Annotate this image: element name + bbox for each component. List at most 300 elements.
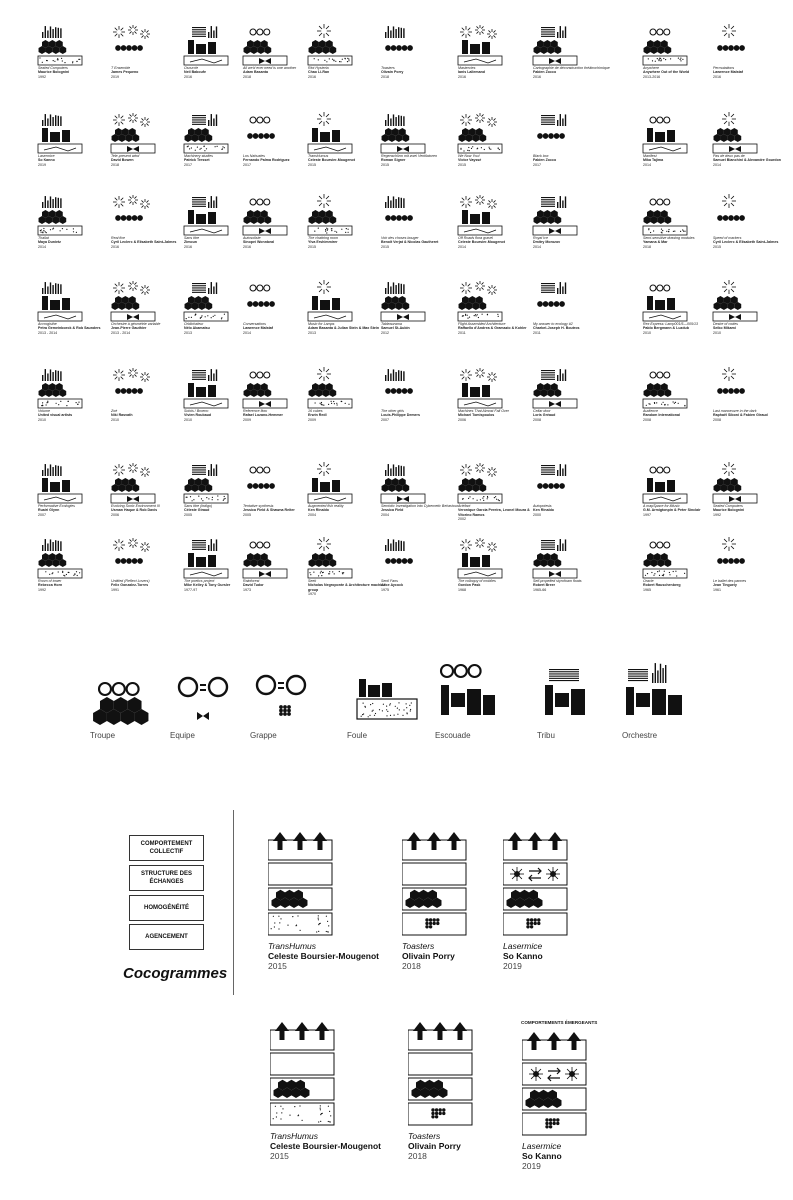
key-arrangement: AGENCEMENT: [129, 924, 204, 950]
cocogramme-year: 2018: [408, 1151, 427, 1161]
artwork-title: The poetics project: [184, 579, 215, 583]
artwork-card: [515, 365, 597, 445]
artwork-glyph: [93, 535, 173, 581]
artwork-year: 2007: [381, 417, 389, 422]
artwork-year: 2009: [243, 417, 251, 422]
artwork-title: Desire of codes: [713, 322, 738, 326]
artwork-title: Last manoeuvre in the dark: [713, 409, 757, 413]
artwork-glyph: [20, 110, 100, 156]
legend-item-escouade: [433, 655, 523, 745]
artwork-caption: [533, 154, 611, 167]
artwork-glyph: [695, 365, 775, 411]
artwork-glyph: [625, 278, 705, 324]
artwork-artist: Usman Haque & Rob Davis: [111, 508, 158, 513]
artwork-caption: [533, 236, 611, 249]
artwork-glyph: [93, 22, 173, 68]
legend-item-orchestre: [620, 655, 710, 745]
artwork-title: Lasermice: [38, 154, 55, 158]
cocogramme-title: Toasters: [408, 1131, 441, 1141]
artwork-card: [363, 365, 445, 445]
artwork-card: [515, 460, 597, 540]
artwork-year: 2015: [381, 244, 389, 249]
artwork-artist: Felix Gonzalez-Torres: [111, 583, 149, 588]
artwork-title: Riot Hysteria: [308, 66, 329, 70]
artwork-title: Rainforest: [243, 579, 260, 583]
artwork-title: Regenschlirm mit zwei Ventilatoren: [381, 154, 437, 158]
artwork-artist: Lawrence Malstaf: [713, 70, 743, 75]
artwork-glyph: [290, 278, 370, 324]
artwork-card: [363, 110, 445, 190]
artwork-year: 2017: [243, 162, 251, 167]
artwork-title: My answer to ecology #2: [533, 322, 573, 326]
artwork-artist: David Bowen: [111, 158, 134, 163]
artwork-glyph: [363, 192, 443, 238]
cocogramme-diagram: [270, 1018, 336, 1128]
cocogramme-diagram: [408, 1018, 474, 1128]
artwork-card: [20, 110, 102, 190]
artwork-glyph: [363, 278, 443, 324]
artwork-card: [695, 535, 777, 615]
artwork-year: 1992: [38, 587, 46, 592]
artwork-caption: [713, 154, 791, 167]
artwork-year: 2016: [533, 74, 541, 79]
foule-glyph: [345, 655, 435, 729]
artwork-glyph: [695, 278, 775, 324]
artwork-year: 2010: [111, 417, 119, 422]
artwork-glyph: [290, 110, 370, 156]
artwork-glyph: [363, 110, 443, 156]
artwork-title: Rex Express: Lamp001/5—005/13: [643, 322, 698, 326]
artwork-title: Tableaurama: [381, 322, 402, 326]
key-exchange-structure: STRUCTURE DES ÉCHANGES: [129, 865, 204, 891]
artwork-glyph: [20, 278, 100, 324]
artwork-card: [515, 22, 610, 102]
artwork-title: Seek: [308, 579, 317, 583]
artwork-glyph: [93, 278, 173, 324]
artwork-caption: [713, 322, 791, 335]
cocogramme-laser: [522, 1028, 602, 1171]
artwork-glyph: [440, 110, 520, 156]
cocogramme-title: TransHumus: [268, 941, 317, 951]
legend-label: Escouade: [435, 731, 471, 740]
artwork-artist: Jessica Field: [381, 508, 404, 513]
artwork-artist: Rafael Lozano-Hemmer: [243, 413, 283, 418]
cocogramme-title: Toasters: [402, 941, 435, 951]
artwork-title: Tele-present wind: [111, 154, 140, 158]
artwork-title: Manifest: [643, 154, 657, 158]
artwork-title: Permutations: [713, 66, 735, 70]
artwork-glyph: [695, 22, 775, 68]
artwork-card: [93, 278, 175, 358]
artwork-title: Evolving Sonic Environment III: [111, 504, 160, 508]
artwork-title: Voir des choses bouger: [381, 236, 419, 240]
artwork-artist: Ruairi Glynn: [38, 508, 60, 513]
cocogramme-diagram: [268, 828, 334, 938]
artwork-artist: Zimoun: [184, 240, 197, 245]
artwork-artist: Benoît Verjat & Nicolas Gautheret: [381, 240, 439, 245]
artwork-card: [695, 192, 777, 272]
artwork-card: [695, 22, 777, 102]
artwork-year: 2016: [713, 74, 721, 79]
artwork-card: [363, 22, 445, 102]
cocogramme-toast: [408, 1018, 488, 1161]
artwork-glyph: [20, 22, 100, 68]
artwork-artist: Cyril Leclerc & Elisabeth Saint-Jalmes: [111, 240, 177, 245]
artwork-glyph: [290, 365, 370, 411]
artwork-artist: Fernando Palma Rodriguez: [243, 158, 290, 163]
cocogramme-caption: [408, 1131, 488, 1161]
artwork-card: [440, 535, 522, 615]
artwork-caption: [713, 409, 791, 422]
key-collective-behaviour: COMPORTEMENT COLLECTIF: [129, 835, 204, 861]
artwork-artist: Fabien Zocco: [533, 158, 557, 163]
artwork-card: [515, 535, 597, 615]
artwork-artist: Charbel-Joseph H. Boutros: [533, 326, 580, 331]
cocogramme-artist: So Kanno: [503, 951, 543, 961]
artwork-artist: Rebecca Horn: [38, 583, 63, 588]
artwork-artist: Pablo Bergmann & Luzdub: [643, 326, 689, 331]
artwork-card: [695, 460, 777, 540]
artwork-year: 2019: [38, 162, 46, 167]
artwork-title: Volume: [38, 409, 51, 413]
artwork-year: 1997: [643, 512, 651, 517]
artwork-card: [20, 460, 102, 540]
cocogramme-trans: [268, 828, 379, 971]
artwork-artist: Céleste Giraud: [184, 508, 210, 513]
cocogramme-toast: [402, 828, 482, 971]
equipe-glyph: [168, 655, 258, 729]
artwork-card: [20, 22, 102, 102]
artwork-year: 2015: [458, 162, 466, 167]
cocogramme-artist: So Kanno: [522, 1151, 562, 1161]
artwork-year: 1991: [111, 587, 119, 592]
artwork-glyph: [440, 460, 520, 506]
artwork-artist: Seiko Mikami: [713, 326, 736, 331]
artwork-artist: Maurice Bolognini: [713, 508, 745, 513]
artwork-title: Oridichaleur: [184, 322, 204, 326]
artwork-artist: Alice Aycock: [381, 583, 404, 588]
artwork-glyph: [93, 365, 173, 411]
orchestre-glyph: [620, 655, 710, 729]
artwork-year: 2016: [184, 74, 192, 79]
artwork-artist: Yamana & Mar: [643, 240, 668, 245]
artwork-artist: Samuel St-Aubin: [381, 326, 410, 331]
artwork-card: [695, 278, 777, 358]
artwork-artist: Fabien Zocco: [533, 70, 557, 75]
artwork-artist: Adam Basanta & Julian Stein & Max Stein: [308, 326, 380, 331]
artwork-year: 2004: [308, 512, 316, 517]
legend-item-grappe: [248, 655, 338, 745]
artwork-glyph: [290, 460, 370, 506]
artwork-glyph: [290, 22, 370, 68]
escouade-glyph: [433, 655, 523, 729]
artwork-year: 2013: [184, 330, 192, 335]
artwork-artist: James Pequeno: [111, 70, 139, 75]
artwork-card: [440, 110, 522, 190]
artwork-year: 1965: [643, 587, 651, 592]
cocogramme-title: Lasermice: [522, 1141, 562, 1151]
cocogramme-caption: [503, 941, 583, 971]
artwork-card: [695, 110, 781, 190]
cocogramme-title: Lasermice: [503, 941, 543, 951]
artwork-card: [93, 365, 175, 445]
legend-label: Orchestre: [622, 731, 658, 740]
artwork-year: 2007: [38, 512, 46, 517]
artwork-year: 2016: [111, 244, 119, 249]
artwork-year: 2014: [243, 330, 251, 335]
artwork-artist: Robert Rauschenberg: [643, 583, 681, 588]
artwork-year: 2005: [184, 512, 192, 517]
artwork-year: 1970: [308, 591, 316, 596]
cocogramme-year: 2019: [503, 961, 522, 971]
artwork-year: 1992: [38, 74, 46, 79]
artwork-title: 16 cubes: [308, 409, 323, 413]
artwork-title: Cellar door: [533, 409, 551, 413]
artwork-year: 2018: [643, 244, 651, 249]
artwork-title: Solois / Broeno: [184, 409, 209, 413]
artwork-glyph: [515, 278, 595, 324]
artwork-artist: Adam Basanta: [243, 70, 268, 75]
artwork-title: Sans titre: [184, 236, 200, 240]
artwork-glyph: [93, 110, 173, 156]
artwork-glyph: [290, 535, 370, 581]
artwork-title: The chattring room: [308, 236, 339, 240]
artwork-artist: Random International: [643, 413, 680, 418]
artwork-glyph: [20, 365, 100, 411]
artwork-title: Flight Assembled Architecture: [458, 322, 506, 326]
artwork-title: T Ensemble: [111, 66, 131, 70]
artwork-year: 2010: [184, 417, 192, 422]
artwork-card: [290, 22, 372, 102]
artwork-artist: So Kanno: [38, 158, 55, 163]
cocogramme-caption: [270, 1131, 381, 1161]
artwork-year: 2012: [381, 330, 389, 335]
cocogramme-trans: [270, 1018, 381, 1161]
artwork-card: [290, 192, 372, 272]
artwork-card: [515, 278, 597, 358]
artwork-year: 2010: [643, 330, 651, 335]
cocogramme-artist: Celeste Boursier-Mougenot: [268, 951, 379, 961]
artwork-artist: Nicholas Negroponte & Architecture machine group: [308, 583, 386, 592]
artwork-glyph: [363, 22, 443, 68]
artwork-caption: [713, 504, 791, 517]
artwork-title: Augmented fish reality: [308, 504, 344, 508]
artwork-year: 2016: [243, 244, 251, 249]
artwork-title: Royal Ice: [533, 236, 548, 240]
artwork-card: [363, 278, 445, 358]
artwork-title: Machinery studies: [184, 154, 213, 158]
artwork-card: [363, 192, 445, 272]
artwork-artist: Cyril Leclerc & Elisabeth Saint-Jalmes: [713, 240, 779, 245]
artwork-artist: Robert Breer: [533, 583, 555, 588]
artwork-year: 1992: [713, 512, 721, 517]
cocogrammes-section: [0, 800, 793, 1200]
artwork-glyph: [515, 365, 595, 411]
cocogramme-year: 2018: [402, 961, 421, 971]
artwork-artist: Loris Gréaud: [533, 413, 556, 418]
artwork-card: [440, 22, 522, 102]
artwork-artist: Dmitry Morozov: [533, 240, 561, 245]
artwork-artist: Erwin Redl: [308, 413, 327, 418]
artwork-card: [93, 460, 175, 540]
legend-label: Grappe: [250, 731, 277, 740]
artwork-year: 2015: [713, 244, 721, 249]
artwork-artist: Louis-Philippe Demers: [381, 413, 420, 418]
artwork-glyph: [625, 110, 705, 156]
artwork-glyph: [440, 365, 520, 411]
cocogramme-artist: Celeste Boursier-Mougenot: [270, 1141, 381, 1151]
artwork-card: [290, 110, 372, 190]
artwork-card: [363, 460, 459, 540]
legend-item-foule: [345, 655, 435, 745]
artwork-glyph: [363, 460, 443, 506]
artwork-title: Toasters: [381, 66, 395, 70]
artwork-title: Room of tower: [38, 579, 62, 583]
artwork-title: Sealed Computers: [713, 504, 743, 508]
artwork-title: The other girls: [381, 409, 404, 413]
artwork-year: 2019: [111, 74, 119, 79]
artwork-glyph: [695, 110, 775, 156]
artwork-year: 2008: [533, 417, 541, 422]
artwork-artist: Samuel Bianchini & Alexandre Gourdon: [713, 158, 781, 163]
artwork-card: [290, 460, 372, 540]
artwork-card: [93, 110, 175, 190]
artwork-year: 2013 - 2014: [111, 330, 131, 335]
cocogramme-caption: [402, 941, 482, 971]
artwork-title: Pas de deux pas de: [713, 154, 745, 158]
artwork-caption: [713, 236, 791, 249]
artwork-title: Oscurcle: [184, 66, 199, 70]
legend-label: Foule: [347, 731, 368, 740]
artwork-card: [515, 192, 597, 272]
artwork-caption: [533, 66, 611, 79]
artwork-year: 2000: [533, 512, 541, 517]
artwork-title: We Now You!: [458, 154, 480, 158]
artwork-artist: Olivain Porry: [381, 70, 404, 75]
emergent-behaviours-label: COMPORTEMENTS ÉMERGEANTS: [521, 1020, 598, 1025]
artwork-card: [20, 535, 102, 615]
cocogramme-artist: Olivain Porry: [408, 1141, 461, 1151]
key-homogeneity: HOMOGÉNÉITÉ: [129, 895, 204, 921]
artwork-title: Speed of markers: [713, 236, 742, 240]
artwork-glyph: [363, 535, 443, 581]
artwork-card: [440, 460, 530, 540]
legend-item-equipe: [168, 655, 258, 745]
artwork-year: 2010: [713, 330, 721, 335]
artwork-title: Autopoiesis: [533, 504, 552, 508]
cocogramme-year: 2015: [268, 961, 287, 971]
artwork-artist: Anywhere Out of the World: [643, 70, 690, 75]
legend-label: Equipe: [170, 731, 195, 740]
artwork-card: [515, 110, 597, 190]
artwork-year: 2013 - 2014: [38, 330, 58, 335]
artwork-card: [93, 22, 175, 102]
artwork-artist: Chao Li-Ran: [308, 70, 330, 75]
artwork-artist: Michael Tomispoulos: [458, 413, 495, 418]
artwork-title: Mastervies: [458, 66, 476, 70]
artwork-glyph: [290, 192, 370, 238]
artwork-glyph: [625, 22, 705, 68]
cocogramme-artist: Olivain Porry: [402, 951, 455, 961]
artwork-artist: Ylva Ershimmirer: [308, 240, 338, 245]
artwork-artist: David Tudor: [243, 583, 264, 588]
artwork-year: 2015: [308, 244, 316, 249]
divider: [233, 810, 234, 995]
artwork-glyph: [625, 365, 705, 411]
artwork-year: 2014: [458, 244, 466, 249]
artwork-card: [440, 278, 527, 358]
artwork-title: Music for Lamps: [308, 322, 335, 326]
artwork-card: [20, 365, 102, 445]
artwork-card: [695, 365, 777, 445]
artwork-artist: Patrick Tresset: [184, 158, 210, 163]
artwork-glyph: [93, 192, 173, 238]
cocogramme-year: 2015: [270, 1151, 289, 1161]
artwork-title: Le ballet des pannes: [713, 579, 747, 583]
artwork-title: Black box: [533, 154, 549, 158]
artwork-title: All we'd ever need is one another: [243, 66, 297, 70]
artwork-title: A mapSpace for iMusic: [643, 504, 680, 508]
artwork-glyph: [440, 22, 520, 68]
grappe-glyph: [248, 655, 338, 729]
artwork-year: 2013-2016: [643, 74, 661, 79]
artwork-card: [290, 365, 372, 445]
artwork-title: Artéfact: [458, 504, 471, 508]
artwork-artist: Jessica Field & Shawna Reiter: [243, 508, 295, 513]
artwork-caption: [533, 579, 611, 592]
artwork-year: 2015: [308, 162, 316, 167]
artwork-glyph: [440, 535, 520, 581]
legend-item-troupe: [88, 655, 178, 745]
artwork-title: Zoé: [111, 409, 118, 413]
artwork-year: 2004: [381, 512, 389, 517]
artwork-year: 1975: [381, 587, 389, 592]
troupe-glyph: [88, 655, 178, 729]
artwork-year: 2014: [643, 162, 651, 167]
artwork-year: 2011: [458, 330, 466, 335]
artwork-year: 1973: [243, 587, 251, 592]
artwork-title: TransHumus: [308, 154, 329, 158]
cocogramme-laser: [503, 828, 583, 971]
artwork-year: 2002: [458, 516, 466, 521]
artwork-glyph: [515, 192, 595, 238]
artwork-title: Semi-sensitive drawing modules: [643, 236, 695, 240]
artwork-year: 1961: [713, 587, 721, 592]
artwork-year: 1965-66: [533, 587, 547, 592]
artwork-artist: Jean Tinguely: [713, 583, 737, 588]
artwork-title: Cartographie de déconstruction théâtrochimique: [533, 66, 610, 70]
artwork-year: 2008: [713, 417, 721, 422]
cocogramme-diagram: [522, 1028, 588, 1138]
artwork-title: Accrogisthe: [38, 322, 57, 326]
artwork-artist: Lawrence Malstaf: [243, 326, 273, 331]
artwork-artist: Veronique Garcia Pereira, Leonel Moura & Vitorino Ramos: [458, 508, 530, 517]
artwork-year: 2016: [458, 74, 466, 79]
artwork-glyph: [515, 22, 595, 68]
artwork-caption: [713, 66, 791, 79]
artwork-year: 2005: [243, 512, 251, 517]
legend-label: Tribu: [537, 731, 555, 740]
artwork-title: Sans titre (indigo): [184, 504, 213, 508]
artwork-year: 2017: [533, 162, 541, 167]
artwork-year: 2006: [111, 512, 119, 517]
artwork-glyph: [93, 460, 173, 506]
artwork-title: Orchestre à géométrie variable: [111, 322, 161, 326]
artwork-glyph: [625, 535, 705, 581]
cocogramme-caption: [522, 1141, 602, 1171]
artwork-artist: Ken Rinaldo: [533, 508, 554, 513]
artwork-year: 2016: [308, 74, 316, 79]
